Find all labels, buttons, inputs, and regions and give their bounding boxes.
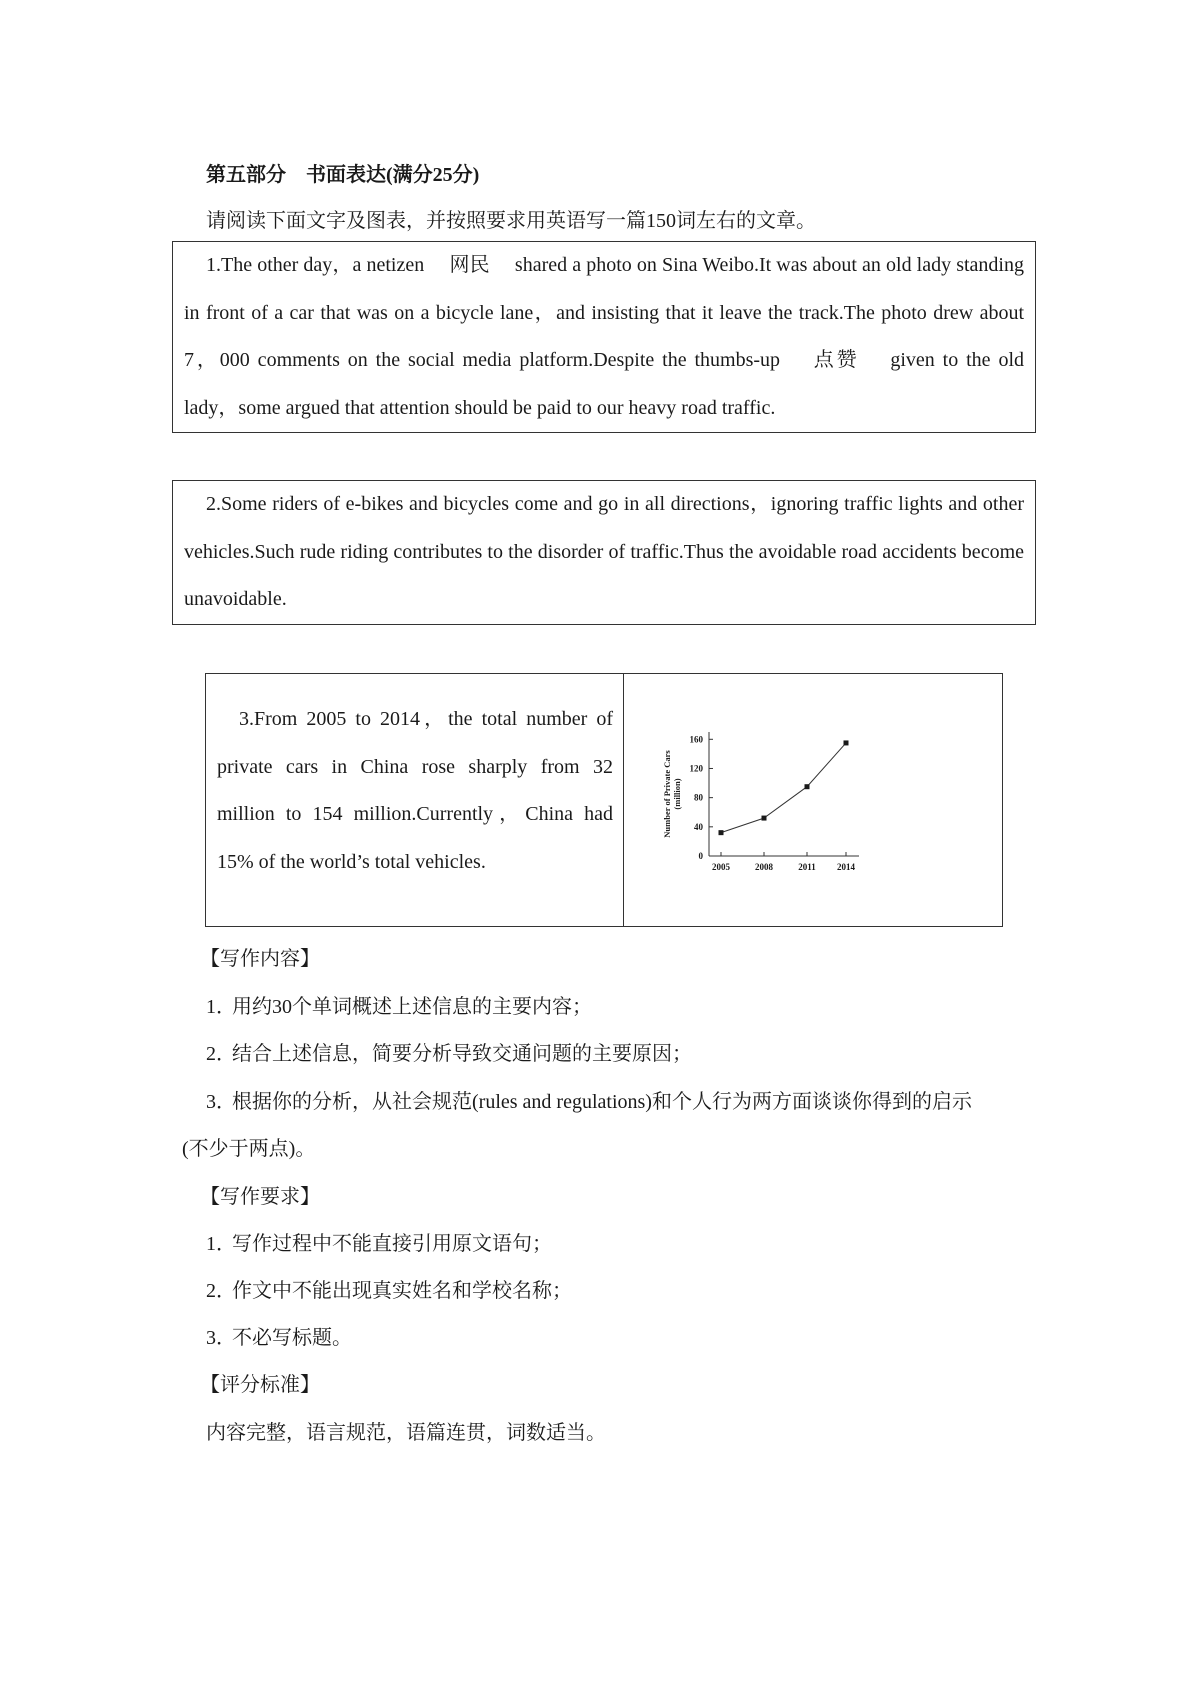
y-tick-label-0: 0	[698, 851, 703, 861]
requirement-item-2: 2．作文中不能出现真实姓名和学校名称；	[206, 1280, 572, 1302]
content-item-3-cont: (不少于两点)。	[182, 1138, 316, 1160]
x-tick-label-1: 2008	[755, 862, 773, 872]
writing-content-title: 【写作内容】	[200, 948, 320, 970]
series-line	[721, 743, 846, 833]
data-point-3	[844, 740, 849, 745]
part-label: 第五部分	[206, 164, 286, 186]
content-item-1: 1．用约30个单词概述上述信息的主要内容；	[206, 996, 592, 1018]
passage-box-2	[172, 480, 1036, 625]
instruction-text: 请阅读下面文字及图表，并按照要求用英语写一篇150词左右的文章。	[206, 210, 816, 232]
data-point-2	[805, 784, 810, 789]
data-point-1	[762, 816, 767, 821]
passage-1-text: 1.The other day，a netizen 网民 shared a photo on Sina Weibo.It was about an old lady standing in front of a car that was on a bicycle lane，and insisting that it leave the track.The photo drew about 7，000 comments on the social media platform.Despite the thumbs-up 点赞 given to the old lady，some argued that attention should be paid to our heavy road traffic.	[184, 254, 1024, 419]
passage-3-text: 3.From 2005 to 2014，the total number of private cars in China rose sharply from 32 million to 154 million.Currently，China had 15% of the world’s total vehicles.	[217, 708, 613, 873]
y-tick-label-2: 80	[694, 792, 703, 803]
y-axis-unit: (million)	[672, 778, 682, 810]
grading-text: 内容完整，语言规范，语篇连贯，词数适当。	[206, 1422, 606, 1444]
passage-2-text: 2.Some riders of e-bikes and bicycles come and go in all directions，ignoring traffic lights and other vehicles.Such rude riding contributes to the disorder of traffic.Thus the avoidable road accidents become unavoidable.	[184, 493, 1024, 610]
requirement-item-1: 1．写作过程中不能直接引用原文语句；	[206, 1233, 552, 1255]
content-item-2: 2．结合上述信息，简要分析导致交通问题的主要原因；	[206, 1043, 692, 1065]
y-tick-label-3: 120	[689, 763, 703, 774]
x-tick-label-3: 2014	[837, 862, 855, 872]
chart-cell	[624, 674, 1002, 926]
section-heading	[206, 158, 479, 187]
passage-box-3	[205, 673, 1003, 927]
grading-title: 【评分标准】	[200, 1374, 320, 1396]
private-cars-chart	[624, 674, 1002, 928]
requirement-item-3: 3．不必写标题。	[206, 1327, 352, 1349]
writing-requirements-title: 【写作要求】	[200, 1186, 320, 1208]
x-tick-label-2: 2011	[798, 862, 816, 872]
passage-box-1	[172, 241, 1036, 433]
y-axis-label: Number of Private Cars	[662, 750, 672, 838]
content-item-3: 3．根据你的分析，从社会规范(rules and regulations)和个人行为两方面谈谈你得到的启示	[206, 1091, 972, 1113]
y-tick-label-1: 40	[694, 821, 703, 832]
passage-3-cell	[206, 674, 624, 926]
part-title: 书面表达(满分25分)	[306, 164, 480, 186]
y-tick-label-4: 160	[689, 734, 703, 745]
data-point-0	[719, 830, 724, 835]
x-tick-label-0: 2005	[712, 862, 730, 872]
